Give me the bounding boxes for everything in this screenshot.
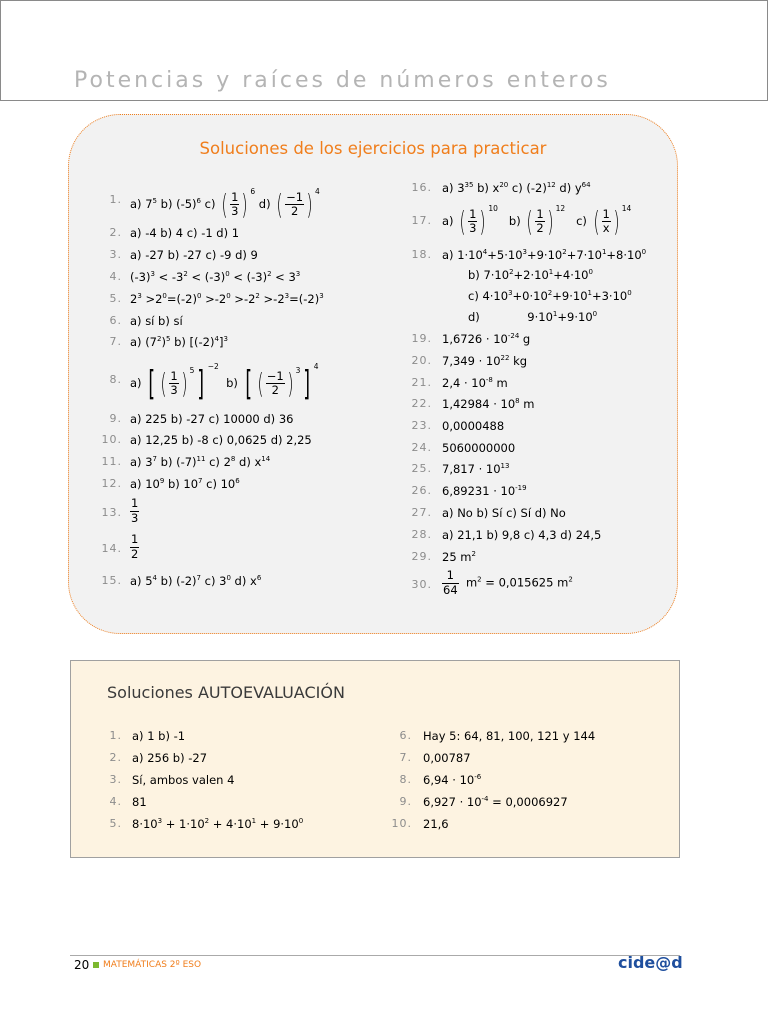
- answer-30: $\frac{1}{64}$ $m^2 = 0,015625$ $m^2$: [443, 568, 573, 597]
- auto-number: 3.: [109, 773, 122, 786]
- answer-5: $2^3 >2^0=(-2)^0 >-2^0 >-2^2 >-2^3=(-2)^3$: [130, 292, 324, 306]
- bullet-square-icon: [93, 962, 99, 968]
- answer-6: a) sí b) sí: [130, 314, 183, 328]
- auto-number: 6.: [399, 729, 412, 742]
- auto-number: 9.: [399, 795, 412, 808]
- answer-12: a) $10^9$ b) $10^7$ c) $10^6$: [130, 477, 240, 491]
- exercise-number: 7.: [109, 335, 122, 348]
- exercise-number: 3.: [109, 248, 122, 261]
- answer-27: a) No b) Sí c) Sí d) No: [442, 506, 566, 520]
- exercise-number: 29.: [411, 550, 432, 563]
- answer-22: $1,42984 \cdot 10^8$ m: [442, 397, 535, 411]
- exercise-number: 8.: [109, 373, 122, 386]
- answer-24: 5060000000: [442, 441, 516, 455]
- answer-13: $\frac{1}{3}$: [131, 496, 139, 525]
- answer-19: $1,6726 \cdot 10^{-24}$ g: [442, 332, 531, 346]
- exercise-number: 16.: [411, 181, 432, 194]
- answer-10: a) 12,25 b) -8 c) 0,0625 d) 2,25: [130, 433, 312, 447]
- answer-11: a) $3^7$ b) $(-7)^{11}$ c) $2^8$ d) $x^{14}$: [130, 455, 271, 469]
- exercise-number: 9.: [109, 412, 122, 425]
- answer-29: 25 $m^2$: [442, 550, 476, 564]
- exercise-number: 24.: [411, 441, 432, 454]
- answer-18a: a) $1\cdot 10^4+5\cdot 10^3+9\cdot 10^2+7\cdot 10^1+8\cdot 10^0$: [442, 248, 647, 262]
- exercise-number: 5.: [109, 292, 122, 305]
- exercise-number: 15.: [101, 574, 122, 587]
- exercise-number: 12.: [101, 477, 122, 490]
- answer-1: a) $7^5$ b) $(-5)^6$ c) ( $\frac{1}{3}$ ) 6 d) ( $\frac{-1}{2}$ ) 4: [130, 187, 320, 221]
- auto-answer-7: 0,00787: [423, 751, 471, 765]
- exercise-number: 20.: [411, 354, 432, 367]
- auto-number: 2.: [109, 751, 122, 764]
- page-title: Potencias y raíces de números enteros: [74, 68, 611, 93]
- exercise-number: 2.: [109, 226, 122, 239]
- answer-25: $7,817 \cdot 10^{13}$: [442, 462, 510, 476]
- auto-number: 10.: [391, 817, 412, 830]
- auto-answer-6: Hay 5: 64, 81, 100, 121 y 144: [423, 729, 596, 743]
- auto-number: 5.: [109, 817, 122, 830]
- auto-number: 7.: [399, 751, 412, 764]
- auto-answer-1: a) 1 b) -1: [132, 729, 186, 743]
- answer-21: $2,4 \cdot 10^{-8}$ m: [442, 376, 508, 390]
- answer-20: $7,349 \cdot 10^{22}$ kg: [442, 354, 528, 368]
- auto-answer-9: $6,927 \cdot 10^{-4} = 0,0006927$: [423, 795, 568, 809]
- exercise-number: 14.: [101, 542, 122, 555]
- answer-15: a) $5^4$ b) $(-2)^7$ c) $3^0$ d) $x^6$: [130, 574, 262, 588]
- exercise-number: 25.: [411, 462, 432, 475]
- answer-2: a) -4 b) 4 c) -1 d) 1: [130, 226, 240, 240]
- answer-16: a) $3^{35}$ b) $x^{20}$ c) $(-2)^{12}$ d) $y^{64}$: [442, 181, 591, 195]
- answer-17: a) ( $\frac{1}{3}$ ) 10 b) ( $\frac{1}{2}$ ) 12 c) ( $\frac{1}{x}$ ) 14: [442, 204, 632, 238]
- practice-title: Soluciones de los ejercicios para practicar: [199, 139, 547, 158]
- auto-answer-4: 81: [132, 795, 147, 809]
- auto-answer-2: a) 256 b) -27: [132, 751, 208, 765]
- exercise-number: 18.: [411, 248, 432, 261]
- answer-14: $\frac{1}{2}$: [131, 532, 139, 561]
- exercise-number: 4.: [109, 270, 122, 283]
- exercise-number: 6.: [109, 314, 122, 327]
- footer-divider: [70, 955, 680, 956]
- exercise-number: 11.: [101, 455, 122, 468]
- auto-number: 8.: [399, 773, 412, 786]
- exercise-number: 23.: [411, 419, 432, 432]
- auto-answer-3: Sí, ambos valen 4: [132, 773, 235, 787]
- footer-subject: MATEMÁTICAS 2º ESO: [103, 960, 202, 970]
- exercise-number: 26.: [411, 484, 432, 497]
- answer-18c: c) $4\cdot 10^3+0\cdot 10^2+9\cdot 10^1+3\cdot 10^0$: [468, 289, 632, 303]
- cidead-logo: cide@d: [618, 953, 683, 972]
- auto-number: 4.: [109, 795, 122, 808]
- auto-answer-5: $8\cdot 10^3 + 1\cdot 10^2 + 4\cdot 10^1 + 9\cdot 10^0$: [132, 817, 304, 831]
- exercise-number: 28.: [411, 528, 432, 541]
- exercise-number: 21.: [411, 376, 432, 389]
- page-number: 20: [74, 958, 90, 972]
- answer-18b: b) $7\cdot 10^2+2\cdot 10^1+4\cdot 10^0$: [468, 268, 593, 282]
- exercise-number: 30.: [411, 578, 432, 591]
- exercise-number: 17.: [411, 214, 432, 227]
- answer-8: a) [ ( $\frac{1}{3}$ ) 5] −2 b) [ ( $\frac{-1}{2}$ ) 3] 4: [130, 362, 319, 404]
- exercise-number: 19.: [411, 332, 432, 345]
- answer-9: a) 225 b) -27 c) 10000 d) 36: [130, 412, 294, 426]
- exercise-number: 27.: [411, 506, 432, 519]
- auto-answer-10: 21,6: [423, 817, 449, 831]
- autoevaluacion-title: Soluciones AUTOEVALUACIÓN: [107, 683, 345, 702]
- answer-23: 0,0000488: [442, 419, 505, 433]
- exercise-number: 1.: [109, 193, 122, 206]
- exercise-number: 10.: [101, 433, 122, 446]
- answer-18d: d) $9\cdot 10^1+9\cdot 10^0$: [468, 310, 598, 324]
- exercise-number: 22.: [411, 397, 432, 410]
- answer-4: $(-3)^3 < -3^2 < (-3)^0 < (-3)^2 < 3^3$: [130, 270, 301, 284]
- answer-28: a) 21,1 b) 9,8 c) 4,3 d) 24,5: [442, 528, 602, 542]
- auto-answer-8: $6,94 \cdot 10^{-6}$: [423, 773, 482, 787]
- answer-7: a) $(7^2)^5$ b) $[(-2)^4]^3$: [130, 335, 228, 349]
- answer-3: a) -27 b) -27 c) -9 d) 9: [130, 248, 258, 262]
- exercise-number: 13.: [101, 506, 122, 519]
- auto-number: 1.: [109, 729, 122, 742]
- answer-26: $6,89231 \cdot 10^{-19}$: [442, 484, 527, 498]
